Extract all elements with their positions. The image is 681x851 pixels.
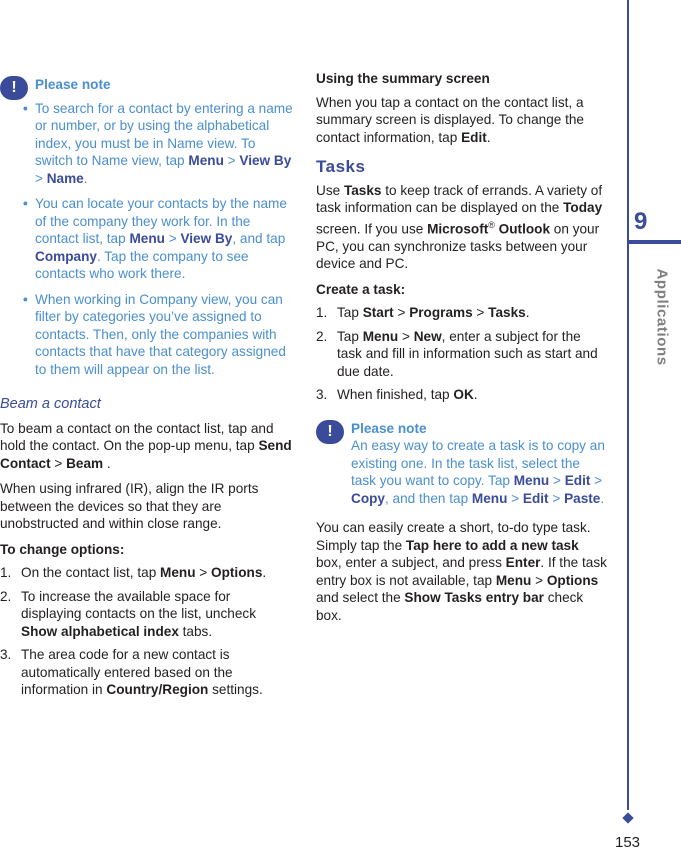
subheading-change-options: To change options: (0, 541, 125, 557)
exclamation-icon: ! (316, 420, 344, 444)
note-title: Please note (35, 77, 111, 92)
section-heading-tasks: Tasks (316, 157, 366, 176)
chapter-title: Applications (653, 268, 671, 366)
note-box-copy-task (316, 420, 608, 508)
steps-list (0, 564, 294, 699)
page-number: 153 (615, 834, 641, 851)
right-column (316, 70, 608, 632)
paragraph: When using infrared (IR), align the IR ports between the devices so that they are unobstructed and within close range. (0, 481, 259, 531)
note-text: An easy way to create a task is to copy an existing one. In the task list, select the task you want to copy. Tap Menu > Edit > Copy, and then tap Menu > Edit > Paste. (351, 438, 605, 506)
paragraph: You can easily create a short, to-do type task. Simply tap the Tap here to add a new task box, enter a subject, and press Enter. If the task entry box is not available, tap Menu > Options and select the Show Tasks entry bar check box. (316, 520, 607, 623)
step-item: 2. To increase the available space for displaying contacts on the list, uncheck Show alphabetical index tabs. (0, 588, 257, 639)
note-item: • To search for a contact by entering a name or number, or by using the alphabetical index, you must be in Name view. To switch to Name view, tap Menu > View By > Name. (35, 100, 294, 188)
step-item: 1. Tap Start > Programs > Tasks. (316, 305, 530, 321)
note-item: • You can locate your contacts by the name of the company they work for. In the contact list, tap Menu > View By, and tap Company. Tap the company to see contacts who work there. (35, 195, 294, 283)
note-item: • When working in Company view, you can filter by categories you’ve assigned to contacts. Then, only the companies with contacts that have that category assigned to them will appear on the list. (35, 291, 294, 379)
step-item: 3. When finished, tap OK. (316, 387, 478, 403)
step-item: 1. On the contact list, tap Menu > Options. (0, 565, 267, 580)
paragraph: Use Tasks to keep track of errands. A variety of task information can be displayed on the Today screen. If you use Microsoft® Outlook on your PC, you can synchronize tasks between your device and PC. (316, 182, 603, 272)
note-list (35, 100, 294, 379)
diamond-icon (622, 812, 633, 823)
chapter-number: 9 (634, 208, 648, 235)
step-item: 2. Tap Menu > New, enter a subject for the task and fill in information such as start and due date. (316, 328, 598, 379)
step-item: 3. The area code for a new contact is automatically entered based on the information in Country/Region settings. (0, 647, 263, 697)
subheading-summary: Using the summary screen (316, 71, 490, 86)
subheading-create-task: Create a task: (316, 281, 406, 297)
left-column (0, 76, 294, 707)
paragraph: To beam a contact on the contact list, tap and hold the contact. On the pop-up menu, tap Send Contact > Beam . (0, 420, 292, 471)
chapter-tab-bar (629, 240, 681, 244)
exclamation-icon: ! (0, 76, 28, 100)
note-title: Please note (351, 420, 427, 436)
section-heading-beam: Beam a contact (0, 396, 101, 412)
paragraph: When you tap a contact on the contact list, a summary screen is displayed. To change the contact information, tap Edit. (316, 94, 584, 145)
sidebar-divider (627, 0, 629, 810)
note-box-search (0, 76, 294, 378)
steps-list (316, 304, 608, 404)
